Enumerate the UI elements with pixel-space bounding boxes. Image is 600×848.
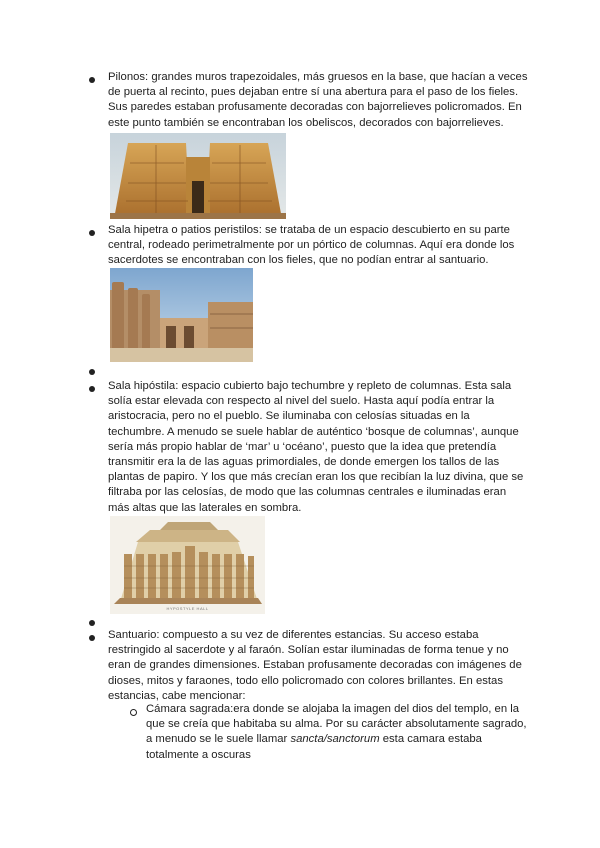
peristyle-court-image: [110, 268, 253, 362]
bullet: [89, 635, 95, 641]
paragraph-sala-hipostila: Sala hipóstila: espacio cubierto bajo techumbre y repleto de columnas. Esta sala solía estar elevada con respecto al nivel del suelo. Hasta aquí podía entrar la aristocracia, pero no el pueblo. Se iluminaba con celosías situadas en la techumbre. A menudo se suele hablar de auténtico ‘bosque de columnas’, aunque sería más propio hablar de ‘mar’ u ‘océano’, puesto que la idea que pretendía transmitir era la de las aguas primordiales, de donde emergen los tallos de las plantas de papiro. Y los que más crecían eran los que recibían la luz divina, que se filtraba por las celosías, de modo que las columnas centrales e iluminadas eran más altas que las laterales en sombra.: [108, 380, 524, 514]
hypostyle-hall-image: [110, 516, 265, 614]
sub-bullet: [130, 709, 137, 716]
empty-bullet: [89, 369, 95, 375]
bullet: [89, 386, 95, 392]
paragraph-sala-hipetra: Sala hipetra o patios peristilos: se trataba de un espacio descubierto en su parte central, rodeado perimetralmente por un pórtico de columnas. Aquí era donde los sacerdotes se encontraban con los fieles, que no podían entrar al santuario.: [108, 224, 515, 267]
paragraph-santuario: Santuario: compuesto a su vez de diferentes estancias. Su acceso estaba restringido al sacerdote y al faraón. Solían estar iluminadas de forma tenue y no eran de grandes dimensiones. Estaban profusamente decoradas con imágenes de dioses, mitos y faraones, todo ello policromado con colores brillantes. En estas estancias, cabe mencionar:: [108, 629, 522, 702]
bullet: [89, 77, 95, 83]
bullet: [89, 230, 95, 236]
paragraph-pilonos: Pilonos: grandes muros trapezoidales, más gruesos en la base, que hacían a veces de puerta al recinto, pues dejaban entre sí una abertura para el paso de los fieles. Sus paredes estaban profusamente decoradas con bajorrelieves policromados. En este punto también se encontraban los obeliscos, decorados con bajorrelieves.: [108, 71, 528, 129]
pylon-temple-image: [110, 133, 286, 219]
paragraph-camara-sagrada: [146, 702, 531, 763]
sub-text-after: esta camara estaba totalmente a oscuras: [146, 733, 482, 761]
sub-text-before: Cámara sagrada:era donde se alojaba la imagen del dios del templo, en la que se creía que habitaba su alma. Por su carácter absolutamente sagrado, a menudo se le suele llamar: [146, 703, 527, 746]
sub-text-italic: sancta/sanctorum: [290, 733, 380, 746]
empty-bullet: [89, 620, 95, 626]
image-caption: HYPOSTYLE HALL: [166, 606, 209, 611]
